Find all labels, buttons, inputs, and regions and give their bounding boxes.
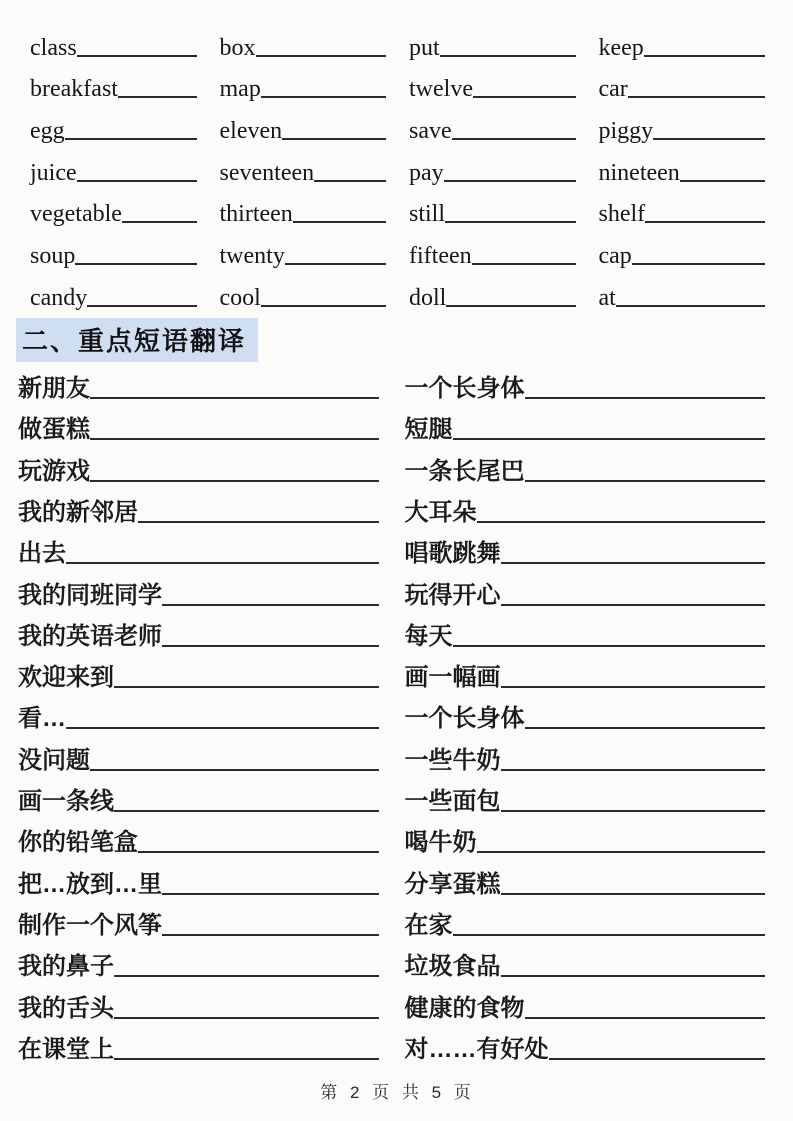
- page-number: 第 2 页 共 5 页: [320, 1083, 475, 1102]
- phrase-item: [18, 857, 379, 898]
- phrase-item: [405, 362, 766, 403]
- answer-blank: [501, 602, 766, 606]
- phrase-item: [405, 1023, 766, 1064]
- answer-blank: [444, 178, 576, 182]
- phrase-item: [405, 610, 766, 651]
- answer-blank: [138, 519, 379, 523]
- answer-blank: [549, 1056, 766, 1060]
- chinese-phrase: 你的铅笔盒: [18, 829, 138, 857]
- answer-blank: [90, 395, 379, 399]
- phrase-item: [405, 857, 766, 898]
- word-item: [220, 62, 387, 104]
- word-item: [220, 103, 387, 145]
- phrase-item: [18, 362, 379, 403]
- english-word: vegetable: [30, 201, 122, 228]
- answer-blank: [285, 261, 386, 265]
- phrase-item: [405, 527, 766, 568]
- word-translation-grid: [30, 20, 765, 312]
- answer-blank: [501, 767, 766, 771]
- phrase-item: [405, 940, 766, 981]
- phrase-item: [405, 651, 766, 692]
- answer-blank: [477, 519, 766, 523]
- chinese-phrase: 画一幅画: [404, 664, 501, 692]
- english-word: at: [598, 284, 616, 311]
- phrase-column-left: [18, 362, 379, 1064]
- english-word: breakfast: [30, 76, 118, 103]
- phrase-item: [405, 981, 766, 1022]
- answer-blank: [525, 725, 766, 729]
- chinese-phrase: 制作一个风筝: [18, 911, 162, 939]
- answer-blank: [632, 261, 765, 265]
- chinese-phrase: 对……有好处: [404, 1035, 549, 1063]
- answer-blank: [501, 684, 766, 688]
- chinese-phrase: 做蛋糕: [18, 416, 90, 444]
- phrase-item: [18, 775, 379, 816]
- answer-blank: [314, 178, 386, 182]
- chinese-phrase: 我的新邻居: [18, 499, 138, 526]
- answer-blank: [90, 767, 379, 771]
- chinese-phrase: 我的鼻子: [18, 953, 114, 981]
- phrase-translation-grid: [18, 362, 765, 1064]
- word-item: [409, 62, 576, 104]
- answer-blank: [473, 94, 576, 98]
- chinese-phrase: 大耳朵: [404, 499, 477, 526]
- chinese-phrase: 看…: [18, 705, 66, 733]
- english-word: piggy: [598, 118, 654, 145]
- phrase-item: [18, 899, 379, 940]
- phrase-item: [405, 568, 766, 609]
- english-word: put: [409, 34, 440, 61]
- word-item: [599, 103, 766, 145]
- phrase-item: [18, 1023, 379, 1064]
- chinese-phrase: 出去: [18, 540, 66, 568]
- word-item: [599, 20, 766, 62]
- answer-blank: [445, 219, 575, 223]
- answer-blank: [162, 602, 379, 606]
- chinese-phrase: 新朋友: [18, 375, 90, 403]
- phrase-item: [18, 733, 379, 774]
- answer-blank: [440, 53, 576, 57]
- word-item: [30, 270, 197, 312]
- english-word: juice: [30, 159, 77, 186]
- english-word: doll: [409, 284, 447, 311]
- english-word: shelf: [598, 201, 646, 228]
- phrase-item: [18, 692, 379, 733]
- section-heading: 二、重点短语翻译: [16, 318, 258, 362]
- word-item: [220, 228, 387, 270]
- chinese-phrase: 玩游戏: [18, 457, 90, 485]
- word-item: [599, 187, 766, 229]
- english-word: soup: [30, 243, 76, 270]
- english-word: cool: [219, 284, 261, 311]
- word-item: [599, 270, 766, 312]
- answer-blank: [525, 1015, 766, 1019]
- chinese-phrase: 一个长身体: [404, 705, 525, 733]
- english-word: egg: [30, 118, 65, 145]
- phrase-item: [18, 981, 379, 1022]
- answer-blank: [118, 94, 197, 98]
- word-item: [30, 228, 197, 270]
- chinese-phrase: 喝牛奶: [404, 829, 477, 857]
- word-item: [409, 270, 576, 312]
- english-word: eleven: [219, 118, 283, 145]
- english-word: box: [219, 34, 256, 61]
- english-word: thirteen: [219, 201, 293, 228]
- phrase-item: [18, 444, 379, 485]
- word-item: [409, 187, 576, 229]
- phrase-item: [405, 816, 766, 857]
- chinese-phrase: 一条长尾巴: [404, 457, 525, 485]
- section-heading-row: [16, 318, 765, 358]
- word-item: [220, 20, 387, 62]
- english-word: still: [409, 201, 446, 228]
- answer-blank: [75, 261, 196, 265]
- phrase-item: [18, 568, 379, 609]
- word-item: [30, 20, 197, 62]
- english-word: twenty: [219, 243, 285, 270]
- chinese-phrase: 把…放到…里: [18, 870, 162, 898]
- phrase-item: [405, 444, 766, 485]
- chinese-phrase: 欢迎来到: [18, 664, 114, 692]
- chinese-phrase: 健康的食物: [404, 994, 525, 1022]
- answer-blank: [293, 219, 386, 223]
- answer-blank: [628, 94, 765, 98]
- phrase-item: [405, 692, 766, 733]
- answer-blank: [66, 725, 379, 729]
- english-word: candy: [30, 284, 88, 311]
- chinese-phrase: 画一条线: [18, 788, 114, 816]
- chinese-phrase: 每天: [404, 622, 453, 650]
- answer-blank: [77, 53, 197, 57]
- phrase-item: [18, 403, 379, 444]
- answer-blank: [453, 932, 766, 936]
- answer-blank: [114, 1015, 379, 1019]
- phrase-column-right: [405, 362, 766, 1064]
- answer-blank: [261, 303, 386, 307]
- word-item: [220, 145, 387, 187]
- answer-blank: [525, 478, 766, 482]
- answer-blank: [453, 643, 766, 647]
- chinese-phrase: 玩得开心: [404, 581, 501, 609]
- chinese-phrase: 一些牛奶: [404, 746, 501, 774]
- word-item: [599, 228, 766, 270]
- word-item: [220, 187, 387, 229]
- english-word: twelve: [409, 76, 473, 103]
- answer-blank: [452, 136, 576, 140]
- chinese-phrase: 没问题: [18, 746, 90, 774]
- word-item: [409, 145, 576, 187]
- chinese-phrase: 唱歌跳舞: [404, 540, 501, 568]
- english-word: save: [409, 118, 452, 145]
- answer-blank: [644, 53, 765, 57]
- word-item: [409, 228, 576, 270]
- english-word: class: [30, 34, 77, 61]
- answer-blank: [162, 932, 379, 936]
- answer-blank: [90, 436, 379, 440]
- answer-blank: [90, 478, 379, 482]
- phrase-item: [405, 775, 766, 816]
- phrase-item: [18, 610, 379, 651]
- chinese-phrase: 在家: [404, 911, 453, 939]
- answer-blank: [256, 53, 387, 57]
- answer-blank: [162, 891, 379, 895]
- answer-blank: [114, 808, 379, 812]
- word-item: [220, 270, 387, 312]
- answer-blank: [525, 395, 766, 399]
- answer-blank: [501, 560, 766, 564]
- answer-blank: [653, 136, 765, 140]
- phrase-item: [18, 816, 379, 857]
- phrase-item: [18, 651, 379, 692]
- phrase-item: [18, 486, 379, 527]
- english-word: map: [219, 76, 261, 103]
- chinese-phrase: 我的英语老师: [18, 622, 162, 650]
- answer-blank: [87, 303, 196, 307]
- chinese-phrase: 我的舌头: [18, 994, 114, 1022]
- chinese-phrase: 在课堂上: [18, 1035, 114, 1063]
- answer-blank: [66, 560, 379, 564]
- phrase-item: [405, 733, 766, 774]
- chinese-phrase: 短腿: [404, 416, 453, 444]
- answer-blank: [282, 136, 386, 140]
- phrase-item: [405, 403, 766, 444]
- answer-blank: [477, 849, 766, 853]
- chinese-phrase: 分享蛋糕: [404, 870, 501, 898]
- english-word: nineteen: [598, 159, 680, 186]
- chinese-phrase: 一个长身体: [404, 375, 525, 403]
- phrase-item: [405, 899, 766, 940]
- answer-blank: [114, 1056, 379, 1060]
- word-item: [409, 20, 576, 62]
- answer-blank: [680, 178, 765, 182]
- word-item: [30, 103, 197, 145]
- english-word: seventeen: [219, 159, 315, 186]
- chinese-phrase: 一些面包: [404, 788, 501, 816]
- chinese-phrase: 垃圾食品: [404, 953, 501, 981]
- chinese-phrase: 我的同班同学: [18, 581, 162, 609]
- answer-blank: [114, 684, 379, 688]
- phrase-item: [405, 486, 766, 527]
- answer-blank: [261, 94, 386, 98]
- answer-blank: [501, 891, 766, 895]
- word-item: [30, 187, 197, 229]
- phrase-item: [18, 527, 379, 568]
- answer-blank: [162, 643, 379, 647]
- answer-blank: [472, 261, 576, 265]
- answer-blank: [122, 219, 197, 223]
- answer-blank: [446, 303, 575, 307]
- phrase-item: [18, 940, 379, 981]
- answer-blank: [501, 808, 766, 812]
- word-item: [599, 145, 766, 187]
- answer-blank: [138, 849, 379, 853]
- word-item: [599, 62, 766, 104]
- answer-blank: [65, 136, 197, 140]
- word-item: [30, 62, 197, 104]
- english-word: fifteen: [409, 243, 472, 270]
- word-item: [409, 103, 576, 145]
- english-word: cap: [598, 243, 632, 270]
- word-item: [30, 145, 197, 187]
- answer-blank: [501, 973, 766, 977]
- answer-blank: [114, 973, 379, 977]
- answer-blank: [77, 178, 197, 182]
- english-word: car: [598, 76, 628, 103]
- answer-blank: [645, 219, 765, 223]
- english-word: keep: [598, 34, 644, 61]
- answer-blank: [616, 303, 765, 307]
- answer-blank: [453, 436, 766, 440]
- english-word: pay: [409, 159, 444, 186]
